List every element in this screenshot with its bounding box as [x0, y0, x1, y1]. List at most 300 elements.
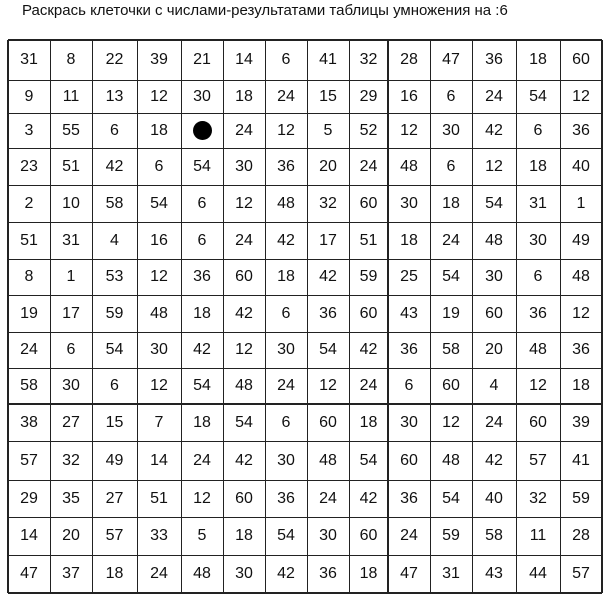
grid-cell[interactable]: [560, 441, 602, 480]
cell-number: 16: [400, 87, 418, 105]
cell-number: 41: [572, 451, 590, 469]
grid-cell[interactable]: [430, 185, 472, 222]
grid-cell[interactable]: [92, 148, 137, 185]
grid-cell[interactable]: [92, 332, 137, 368]
cell-number: 57: [20, 451, 38, 469]
cell-number: 60: [442, 377, 460, 394]
grid-cell[interactable]: [307, 555, 349, 593]
grid-cell[interactable]: [560, 113, 602, 148]
grid-cell[interactable]: [50, 259, 92, 295]
grid-cell[interactable]: [265, 185, 307, 222]
grid-cell[interactable]: [516, 295, 560, 332]
cell-number: 19: [442, 304, 460, 322]
grid-cell[interactable]: [50, 295, 92, 332]
grid-cell[interactable]: [137, 148, 181, 185]
grid-cell[interactable]: [430, 555, 472, 593]
cell-number: 60: [572, 51, 590, 68]
grid-cell[interactable]: [137, 40, 181, 80]
cell-number: 13: [105, 87, 124, 105]
grid-cell[interactable]: [265, 259, 307, 295]
grid-cell[interactable]: [50, 480, 92, 517]
grid-cell[interactable]: [349, 40, 388, 80]
grid-cell[interactable]: [8, 222, 50, 259]
cell-number: 42: [485, 451, 503, 469]
grid-cell[interactable]: [430, 148, 472, 185]
grid-cell[interactable]: [516, 259, 560, 295]
grid-cell[interactable]: [223, 40, 265, 80]
grid-cell[interactable]: [516, 480, 560, 517]
grid-cell[interactable]: [516, 222, 560, 259]
grid-cell[interactable]: [560, 148, 602, 185]
grid-cell[interactable]: [560, 259, 602, 295]
grid-cell[interactable]: [50, 222, 92, 259]
grid-cell[interactable]: [137, 480, 181, 517]
cell-number: 18: [277, 268, 295, 285]
cell-number: 24: [359, 377, 378, 394]
grid-cell[interactable]: [349, 404, 388, 441]
grid-cell[interactable]: [137, 332, 181, 368]
grid-cell[interactable]: [560, 480, 602, 517]
grid-cell[interactable]: [472, 517, 516, 555]
grid-cell[interactable]: [265, 368, 307, 404]
grid-cell[interactable]: [50, 555, 92, 593]
cell-number: 7: [154, 413, 164, 431]
cell-number: 18: [235, 87, 253, 105]
cell-number: 9: [24, 87, 34, 105]
cell-number: 36: [193, 268, 211, 285]
cell-number: 52: [359, 121, 378, 139]
grid-cell[interactable]: [265, 404, 307, 441]
cell-number: 36: [277, 489, 295, 507]
cell-number: 42: [359, 489, 378, 507]
grid-cell[interactable]: [8, 555, 50, 593]
grid-cell[interactable]: [307, 113, 349, 148]
grid-cell[interactable]: [137, 404, 181, 441]
grid-cell[interactable]: [307, 332, 349, 368]
grid-cell[interactable]: [516, 113, 560, 148]
cell-number: 28: [572, 527, 590, 544]
grid-cell[interactable]: [349, 113, 388, 148]
grid-cell[interactable]: [307, 259, 349, 295]
grid-cell[interactable]: [181, 332, 223, 368]
cell-number: 30: [319, 527, 337, 544]
grid-cell[interactable]: [8, 185, 50, 222]
cell-number: 48: [235, 377, 253, 394]
grid-cell[interactable]: [8, 480, 50, 517]
grid-cell[interactable]: [137, 368, 181, 404]
grid-cell[interactable]: [560, 295, 602, 332]
grid-cell[interactable]: [223, 222, 265, 259]
grid-cell[interactable]: [307, 40, 349, 80]
grid-cell[interactable]: [472, 185, 516, 222]
grid-cell[interactable]: [265, 40, 307, 80]
grid-cell[interactable]: [307, 517, 349, 555]
grid-cell[interactable]: [472, 295, 516, 332]
cell-number: 49: [572, 231, 590, 249]
grid-cell[interactable]: [223, 148, 265, 185]
grid-cell[interactable]: [50, 441, 92, 480]
grid-cell[interactable]: [223, 368, 265, 404]
grid-cell[interactable]: [472, 40, 516, 80]
cell-number: 40: [485, 489, 503, 507]
grid-cell[interactable]: [388, 295, 430, 332]
cell-number: 18: [150, 121, 168, 139]
grid-cell[interactable]: [430, 40, 472, 80]
grid-cell[interactable]: [137, 555, 181, 593]
grid-cell[interactable]: [137, 441, 181, 480]
cell-number: 12: [150, 268, 168, 285]
cell-number: 14: [235, 51, 253, 68]
grid-cell[interactable]: [388, 222, 430, 259]
grid-cell[interactable]: [516, 332, 560, 368]
grid-cell[interactable]: [560, 555, 602, 593]
grid-cell[interactable]: [223, 441, 265, 480]
cell-number: 22: [105, 51, 124, 68]
grid-cell[interactable]: [92, 517, 137, 555]
grid-cell[interactable]: [137, 80, 181, 113]
grid-cell[interactable]: [307, 148, 349, 185]
cell-number: 35: [62, 489, 80, 507]
cell-number: 60: [359, 194, 378, 212]
grid-cell[interactable]: [472, 441, 516, 480]
grid-cell[interactable]: [349, 185, 388, 222]
grid-cell[interactable]: [388, 368, 430, 404]
grid-cell[interactable]: [472, 80, 516, 113]
grid-cell[interactable]: [388, 441, 430, 480]
grid-cell[interactable]: [388, 555, 430, 593]
cell-number: 30: [62, 377, 80, 394]
cell-number: 42: [235, 451, 253, 469]
grid-cell[interactable]: [560, 332, 602, 368]
grid-cell[interactable]: [349, 80, 388, 113]
cell-number: 48: [572, 268, 590, 285]
cell-number: 15: [105, 413, 124, 431]
grid-cell[interactable]: [388, 185, 430, 222]
cell-number: 19: [20, 304, 38, 322]
grid-cell[interactable]: [349, 368, 388, 404]
cell-number: 60: [359, 304, 378, 322]
cell-number: 57: [529, 451, 547, 469]
grid-cell[interactable]: [560, 517, 602, 555]
grid-cell[interactable]: [472, 222, 516, 259]
grid-cell[interactable]: [388, 148, 430, 185]
grid-cell[interactable]: [223, 404, 265, 441]
grid-cell[interactable]: [430, 80, 472, 113]
cell-number: 6: [446, 157, 456, 175]
grid-cell[interactable]: [137, 222, 181, 259]
grid-cell[interactable]: [223, 113, 265, 148]
cell-number: 3: [24, 121, 34, 139]
cell-number: 32: [319, 194, 337, 212]
grid-cell[interactable]: [307, 185, 349, 222]
grid-cell[interactable]: [181, 368, 223, 404]
grid-cell[interactable]: [223, 80, 265, 113]
grid-cell[interactable]: [560, 222, 602, 259]
cell-number: 11: [62, 87, 80, 105]
cell-number: 48: [319, 451, 337, 469]
cell-number: 57: [105, 527, 124, 544]
grid-cell[interactable]: [388, 80, 430, 113]
grid-cell[interactable]: [8, 441, 50, 480]
grid-cell[interactable]: [349, 332, 388, 368]
grid-cell[interactable]: [8, 295, 50, 332]
grid-cell[interactable]: [349, 480, 388, 517]
grid-cell[interactable]: [137, 259, 181, 295]
grid-cell[interactable]: [560, 368, 602, 404]
grid-cell[interactable]: [181, 404, 223, 441]
grid-cell[interactable]: [430, 113, 472, 148]
grid-cell[interactable]: [560, 40, 602, 80]
grid-cell[interactable]: [430, 517, 472, 555]
cell-number: 25: [400, 268, 418, 285]
cell-number: 58: [105, 194, 124, 212]
grid-cell[interactable]: [223, 480, 265, 517]
grid-cell[interactable]: [50, 80, 92, 113]
grid-cell[interactable]: [92, 368, 137, 404]
grid-cell[interactable]: [265, 222, 307, 259]
cell-number: 36: [319, 304, 337, 322]
grid-cell[interactable]: [430, 222, 472, 259]
grid-cell[interactable]: [307, 441, 349, 480]
cell-number: 6: [197, 194, 207, 212]
cell-number: 29: [20, 489, 38, 507]
grid-cell[interactable]: [472, 480, 516, 517]
cell-number: 54: [529, 87, 547, 105]
grid-cell[interactable]: [181, 441, 223, 480]
cell-number: 17: [319, 231, 337, 249]
grid-cell[interactable]: [472, 404, 516, 441]
grid-cell[interactable]: [430, 295, 472, 332]
grid-cell[interactable]: [181, 80, 223, 113]
grid-cell[interactable]: [8, 517, 50, 555]
cell-number: 24: [150, 565, 168, 582]
grid-cell[interactable]: [92, 185, 137, 222]
grid-cell[interactable]: [50, 113, 92, 148]
grid-cell[interactable]: [181, 295, 223, 332]
grid-cell[interactable]: [516, 368, 560, 404]
grid-cell[interactable]: [181, 517, 223, 555]
grid-cell[interactable]: [92, 441, 137, 480]
grid-cell[interactable]: [430, 480, 472, 517]
cell-number: 24: [277, 377, 295, 394]
grid-cell[interactable]: [50, 40, 92, 80]
grid-cell[interactable]: [265, 80, 307, 113]
grid-cell[interactable]: [92, 113, 137, 148]
cell-number: 12: [572, 87, 590, 105]
grid-cell[interactable]: [181, 148, 223, 185]
grid-cell[interactable]: [472, 259, 516, 295]
cell-number: 30: [485, 268, 503, 285]
grid-cell[interactable]: [50, 332, 92, 368]
grid-cell[interactable]: [92, 80, 137, 113]
cell-number: 29: [359, 87, 378, 105]
grid-cell[interactable]: [349, 222, 388, 259]
grid-cell[interactable]: [516, 441, 560, 480]
cell-number: 6: [404, 377, 414, 394]
grid-cell[interactable]: [516, 185, 560, 222]
grid-cell[interactable]: [349, 295, 388, 332]
cell-number: 24: [400, 527, 418, 544]
grid-cell[interactable]: [50, 185, 92, 222]
cell-number: 6: [281, 304, 291, 322]
grid-cell[interactable]: [92, 222, 137, 259]
grid-cell[interactable]: [516, 555, 560, 593]
grid-cell[interactable]: [92, 480, 137, 517]
cell-number: 54: [359, 451, 378, 469]
cell-number: 58: [442, 341, 460, 358]
grid-cell[interactable]: [8, 332, 50, 368]
cell-number: 20: [319, 157, 337, 175]
cell-number: 12: [529, 377, 547, 394]
grid-cell[interactable]: [137, 185, 181, 222]
cell-number: 31: [442, 565, 460, 582]
grid-cell[interactable]: [307, 480, 349, 517]
grid-cell[interactable]: [181, 480, 223, 517]
grid-cell[interactable]: [472, 555, 516, 593]
cell-number: 6: [110, 121, 119, 139]
grid-cell[interactable]: [8, 40, 50, 80]
grid-cell[interactable]: [307, 222, 349, 259]
cell-number: 55: [62, 121, 80, 139]
cell-number: 6: [197, 231, 207, 249]
grid-cell[interactable]: [223, 555, 265, 593]
grid-cell[interactable]: [349, 259, 388, 295]
cell-number: 18: [572, 377, 590, 394]
cell-number: 15: [319, 87, 337, 105]
grid-cell[interactable]: [388, 332, 430, 368]
grid-cell[interactable]: [430, 441, 472, 480]
grid-cell[interactable]: [307, 404, 349, 441]
grid-cell[interactable]: [137, 517, 181, 555]
grid-cell[interactable]: [8, 148, 50, 185]
cell-number: 43: [400, 304, 418, 322]
grid-cell[interactable]: [8, 404, 50, 441]
grid-cell[interactable]: [8, 113, 50, 148]
cell-number: 24: [235, 231, 253, 249]
grid-cell[interactable]: [307, 295, 349, 332]
cell-number: 30: [150, 341, 168, 358]
grid-cell[interactable]: [181, 40, 223, 80]
cell-number: 12: [442, 413, 460, 431]
grid-cell[interactable]: [516, 404, 560, 441]
grid-cell[interactable]: [472, 332, 516, 368]
grid-cell[interactable]: [8, 368, 50, 404]
cell-number: 39: [572, 413, 590, 431]
grid-cell[interactable]: [516, 40, 560, 80]
cell-number: 24: [485, 87, 503, 105]
grid-cell[interactable]: [137, 113, 181, 148]
cell-number: 59: [572, 489, 590, 507]
grid-cell[interactable]: [223, 295, 265, 332]
grid-cell[interactable]: [265, 148, 307, 185]
page-title: Раскрась клеточки с числами-результатами таблицы умножения на :6: [22, 2, 508, 19]
grid-cell[interactable]: [430, 332, 472, 368]
grid-cell[interactable]: [50, 368, 92, 404]
grid-cell[interactable]: [307, 80, 349, 113]
grid-cell[interactable]: [388, 259, 430, 295]
grid-cell[interactable]: [181, 555, 223, 593]
grid-cell[interactable]: [265, 555, 307, 593]
cell-number: 47: [400, 565, 418, 582]
cell-number: 30: [400, 413, 418, 431]
grid-cell[interactable]: [92, 259, 137, 295]
cell-number: 54: [193, 377, 211, 394]
grid-cell[interactable]: [223, 185, 265, 222]
grid-cell[interactable]: [349, 517, 388, 555]
grid-cell[interactable]: [265, 332, 307, 368]
cell-number: 18: [235, 527, 253, 544]
cell-number: 60: [400, 451, 418, 469]
cell-number: 42: [277, 565, 295, 582]
grid-cell[interactable]: [472, 113, 516, 148]
grid-cell[interactable]: [50, 404, 92, 441]
grid-cell[interactable]: [307, 368, 349, 404]
cell-number: 18: [359, 413, 378, 431]
cell-number: 18: [105, 565, 124, 582]
cell-number: 6: [533, 268, 543, 285]
grid-cell[interactable]: [50, 517, 92, 555]
grid-cell[interactable]: [223, 259, 265, 295]
grid-cell[interactable]: [516, 148, 560, 185]
cell-number: 24: [235, 121, 253, 139]
grid-cell[interactable]: [265, 480, 307, 517]
grid-cell[interactable]: [181, 259, 223, 295]
grid-cell[interactable]: [349, 555, 388, 593]
grid-cell[interactable]: [388, 40, 430, 80]
grid-cell[interactable]: [181, 113, 223, 148]
grid-cell[interactable]: [50, 148, 92, 185]
cell-number: 48: [150, 304, 168, 322]
grid-cell[interactable]: [472, 148, 516, 185]
grid-cell[interactable]: [560, 185, 602, 222]
grid-cell[interactable]: [92, 295, 137, 332]
grid-cell[interactable]: [516, 80, 560, 113]
grid-cell[interactable]: [388, 517, 430, 555]
cell-number: 42: [105, 157, 124, 175]
grid-cell[interactable]: [92, 404, 137, 441]
grid-cell[interactable]: [349, 148, 388, 185]
grid-cell[interactable]: [8, 259, 50, 295]
grid-cell[interactable]: [223, 332, 265, 368]
grid-cell[interactable]: [388, 113, 430, 148]
grid-cell[interactable]: [516, 517, 560, 555]
grid-cell[interactable]: [388, 480, 430, 517]
grid-cell[interactable]: [430, 404, 472, 441]
grid-cell[interactable]: [265, 441, 307, 480]
grid-cell[interactable]: [560, 80, 602, 113]
grid-cell[interactable]: [430, 368, 472, 404]
grid-cell[interactable]: [137, 295, 181, 332]
grid-cell[interactable]: [92, 555, 137, 593]
cell-number: 47: [442, 51, 460, 68]
cell-number: 18: [193, 413, 211, 431]
grid-cell[interactable]: [265, 517, 307, 555]
cell-number: 30: [529, 231, 547, 249]
cell-number: 42: [485, 121, 503, 139]
grid-cell[interactable]: [430, 259, 472, 295]
grid-cell[interactable]: [349, 441, 388, 480]
grid-cell[interactable]: [223, 517, 265, 555]
grid-cell[interactable]: [92, 40, 137, 80]
grid-cell[interactable]: [472, 368, 516, 404]
grid-cell[interactable]: [560, 404, 602, 441]
grid-cell[interactable]: [8, 80, 50, 113]
grid-cell[interactable]: [181, 185, 223, 222]
grid-cell[interactable]: [181, 222, 223, 259]
grid-cell[interactable]: [265, 295, 307, 332]
grid-cell[interactable]: [265, 113, 307, 148]
grid-cell[interactable]: [388, 404, 430, 441]
